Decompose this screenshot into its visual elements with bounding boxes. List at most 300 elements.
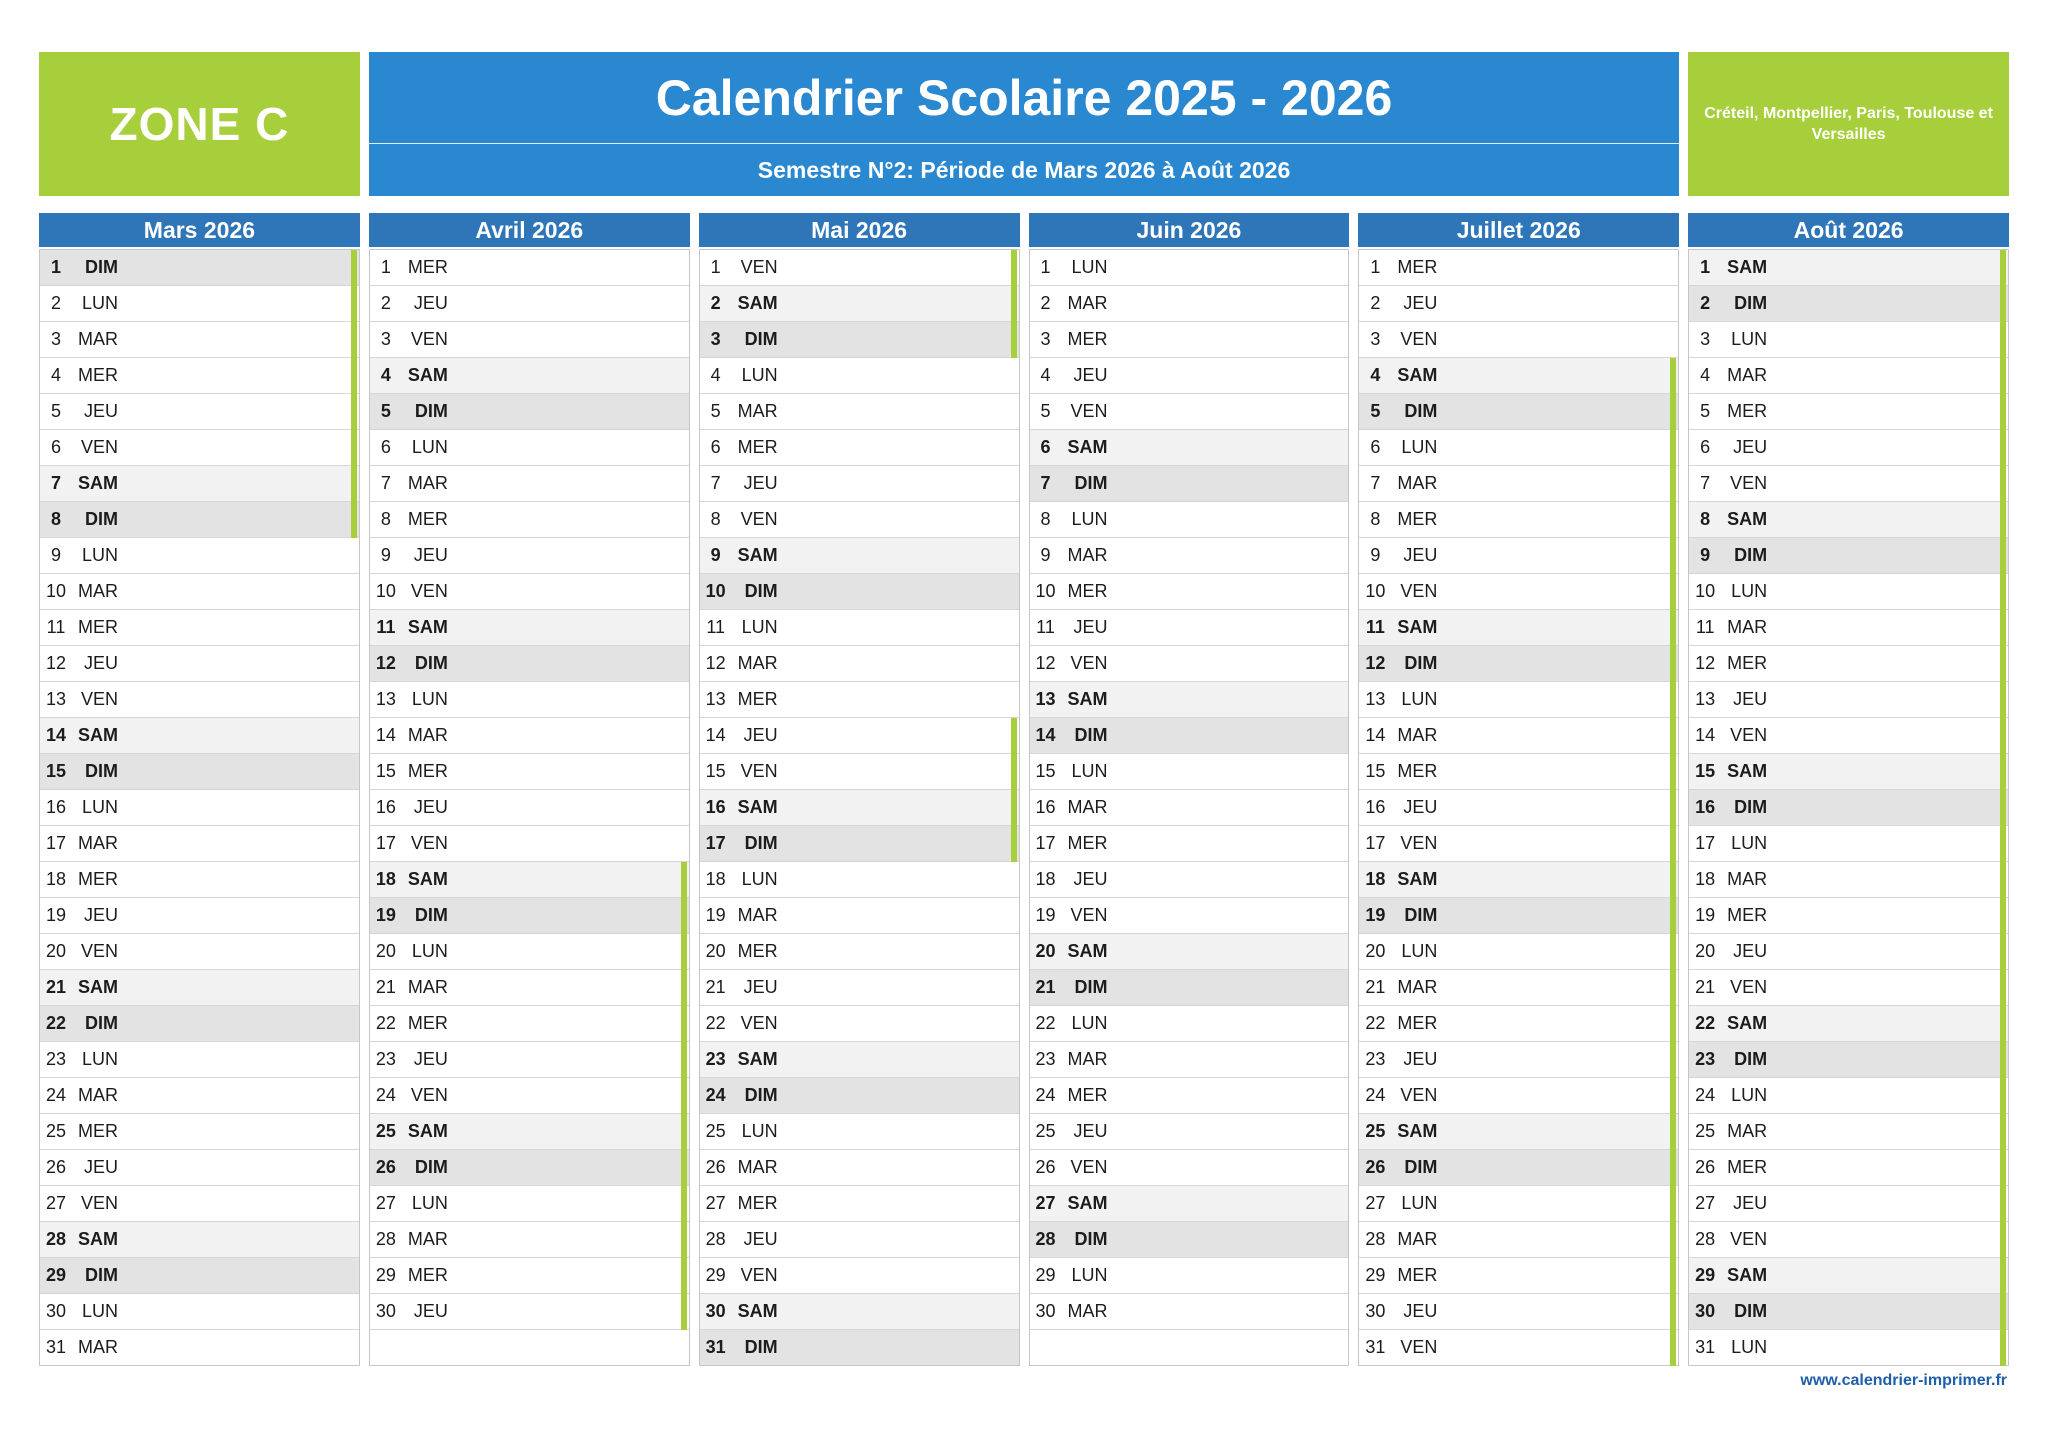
day-number: 11	[46, 617, 66, 637]
day-name: LUN	[1071, 1265, 1108, 1285]
holiday-marker	[1670, 1222, 1676, 1258]
day-row	[1030, 538, 1349, 574]
day-number: 16	[375, 797, 396, 817]
day-name: MER	[1727, 1157, 1768, 1177]
day-name: VEN	[1070, 1157, 1108, 1177]
day-row	[1359, 574, 1678, 610]
day-row	[1359, 394, 1678, 430]
day-row	[40, 682, 359, 718]
day-row	[40, 754, 359, 790]
day-name: JEU	[743, 977, 778, 997]
day-row	[700, 1186, 1019, 1222]
day-number: 11	[1695, 617, 1715, 637]
day-row	[370, 538, 689, 574]
day-number: 6	[380, 437, 391, 457]
day-row	[1689, 1294, 2008, 1330]
day-number: 15	[1035, 761, 1056, 781]
day-row	[1030, 790, 1349, 826]
day-name: MAR	[737, 653, 778, 673]
day-number: 5	[50, 401, 61, 421]
month-header: Avril 2026	[369, 213, 690, 247]
day-row	[40, 898, 359, 934]
day-row	[1689, 286, 2008, 322]
day-name: DIM	[1404, 1157, 1438, 1177]
day-name: MAR	[78, 329, 118, 349]
holiday-marker	[681, 862, 687, 898]
day-name: DIM	[85, 1265, 118, 1285]
day-name: VEN	[1730, 977, 1768, 997]
day-number: 3	[1370, 329, 1381, 349]
day-row	[370, 394, 689, 430]
day-number: 9	[1040, 545, 1051, 565]
day-name: MER	[407, 1265, 448, 1285]
day-row	[1689, 1006, 2008, 1042]
month-header: Mai 2026	[699, 213, 1020, 247]
holiday-marker	[1670, 1078, 1676, 1114]
day-row	[700, 1042, 1019, 1078]
day-number: 26	[1035, 1157, 1056, 1177]
day-name: JEU	[413, 1049, 448, 1069]
day-number: 31	[705, 1337, 726, 1357]
holiday-marker	[2000, 358, 2006, 394]
day-row	[1030, 1258, 1349, 1294]
day-name: JEU	[1733, 1193, 1768, 1213]
day-row	[1359, 1114, 1678, 1150]
day-name: JEU	[1733, 689, 1768, 709]
day-name: MER	[78, 1121, 118, 1141]
holiday-marker	[351, 358, 357, 394]
holiday-marker	[2000, 826, 2006, 862]
day-name: LUN	[81, 1301, 118, 1321]
day-number: 28	[1035, 1229, 1056, 1249]
day-row	[700, 1258, 1019, 1294]
day-row	[370, 1042, 689, 1078]
day-name: SAM	[1067, 689, 1108, 709]
day-number: 18	[1695, 869, 1716, 889]
holiday-marker	[2000, 1114, 2006, 1150]
day-number: 15	[1695, 761, 1716, 781]
day-number: 11	[376, 617, 396, 637]
day-row	[700, 934, 1019, 970]
day-number: 7	[1040, 473, 1051, 493]
day-row	[40, 466, 359, 502]
day-number: 25	[375, 1121, 396, 1141]
day-number: 10	[1035, 581, 1056, 601]
day-row	[700, 862, 1019, 898]
day-row	[1689, 1186, 2008, 1222]
day-number: 19	[1365, 905, 1386, 925]
day-name: SAM	[1727, 1265, 1768, 1285]
day-row	[1689, 826, 2008, 862]
day-name: MER	[1397, 1013, 1438, 1033]
day-number: 9	[1370, 545, 1381, 565]
day-number: 3	[1700, 329, 1711, 349]
day-name: LUN	[1401, 1193, 1438, 1213]
holiday-marker	[1011, 250, 1017, 286]
day-number: 2	[1370, 293, 1381, 313]
day-number: 21	[705, 977, 726, 997]
holiday-marker	[1670, 934, 1676, 970]
day-row	[1030, 646, 1349, 682]
holiday-marker	[1670, 1294, 1676, 1330]
day-name: MER	[1067, 329, 1108, 349]
day-number: 20	[705, 941, 726, 961]
day-name: SAM	[737, 1301, 778, 1321]
day-name: VEN	[740, 761, 778, 781]
day-name: VEN	[80, 689, 118, 709]
holiday-marker	[1670, 1330, 1676, 1366]
holiday-marker	[1011, 790, 1017, 826]
day-number: 21	[1035, 977, 1056, 997]
holiday-marker	[2000, 1186, 2006, 1222]
day-row	[700, 1006, 1019, 1042]
day-number: 5	[1040, 401, 1051, 421]
day-number: 2	[380, 293, 391, 313]
day-number: 22	[1695, 1013, 1716, 1033]
day-name: SAM	[78, 977, 118, 997]
day-row	[370, 574, 689, 610]
holiday-marker	[681, 934, 687, 970]
day-number: 20	[1695, 941, 1716, 961]
day-row	[1689, 970, 2008, 1006]
day-number: 24	[375, 1085, 396, 1105]
day-list	[699, 249, 1020, 1366]
day-number: 27	[45, 1193, 67, 1213]
day-number: 14	[45, 725, 67, 745]
holiday-marker	[2000, 718, 2006, 754]
day-name: JEU	[83, 401, 118, 421]
day-number: 17	[705, 833, 726, 853]
day-row	[1359, 826, 1678, 862]
day-row	[1030, 286, 1349, 322]
day-name: SAM	[1067, 437, 1108, 457]
day-row	[370, 1150, 689, 1186]
day-name: DIM	[1734, 545, 1768, 565]
day-number: 9	[710, 545, 721, 565]
day-row	[40, 934, 359, 970]
day-row	[1030, 502, 1349, 538]
day-name: SAM	[1397, 1121, 1438, 1141]
day-number: 2	[710, 293, 721, 313]
day-row	[40, 1186, 359, 1222]
day-number: 24	[1695, 1085, 1716, 1105]
holiday-marker	[681, 1078, 687, 1114]
day-name: LUN	[81, 545, 118, 565]
holiday-marker	[681, 1006, 687, 1042]
day-row	[1689, 1330, 2008, 1365]
holiday-marker	[2000, 250, 2006, 286]
day-row	[1030, 898, 1349, 934]
holiday-marker	[351, 502, 357, 538]
day-name: MER	[78, 617, 118, 637]
day-name: LUN	[81, 293, 118, 313]
day-name: DIM	[744, 1085, 778, 1105]
holiday-marker	[1670, 610, 1676, 646]
day-number: 13	[705, 689, 726, 709]
day-number: 31	[1695, 1337, 1716, 1357]
day-number: 5	[380, 401, 391, 421]
day-row	[370, 682, 689, 718]
day-number: 14	[705, 725, 726, 745]
day-name: JEU	[413, 545, 448, 565]
day-name: JEU	[1733, 941, 1768, 961]
day-row	[700, 322, 1019, 358]
day-number: 17	[45, 833, 67, 853]
day-name: MER	[407, 1013, 448, 1033]
day-name: LUN	[411, 437, 448, 457]
day-row	[1030, 250, 1349, 286]
day-name: MAR	[1067, 545, 1108, 565]
day-name: DIM	[414, 401, 448, 421]
day-row	[700, 1114, 1019, 1150]
day-row	[1689, 394, 2008, 430]
holiday-marker	[2000, 754, 2006, 790]
day-number: 26	[1695, 1157, 1716, 1177]
day-row	[1030, 610, 1349, 646]
day-number: 16	[1365, 797, 1386, 817]
day-name: LUN	[1731, 1085, 1768, 1105]
day-number: 28	[375, 1229, 396, 1249]
day-row	[370, 718, 689, 754]
day-name: VEN	[410, 833, 448, 853]
day-name: SAM	[78, 1229, 118, 1249]
day-name: LUN	[411, 1193, 448, 1213]
day-name: VEN	[410, 1085, 448, 1105]
day-name: LUN	[411, 689, 448, 709]
day-number: 27	[1365, 1193, 1386, 1213]
day-row	[40, 538, 359, 574]
day-name: LUN	[1401, 437, 1438, 457]
zone-cities: Créteil, Montpellier, Paris, Toulouse et Versailles	[1688, 52, 2009, 196]
day-name: DIM	[1734, 1049, 1768, 1069]
day-number: 30	[375, 1301, 396, 1321]
day-row	[40, 1330, 359, 1365]
day-row	[40, 718, 359, 754]
day-number: 18	[375, 869, 396, 889]
day-row	[1689, 322, 2008, 358]
day-number: 30	[705, 1301, 726, 1321]
day-number: 22	[45, 1013, 67, 1033]
month-column	[699, 213, 1020, 1366]
day-row	[1030, 358, 1349, 394]
day-row	[40, 1078, 359, 1114]
day-name: VEN	[1070, 653, 1108, 673]
day-row	[40, 250, 359, 286]
day-row	[1030, 718, 1349, 754]
day-name: SAM	[1397, 617, 1438, 637]
day-row	[700, 1330, 1019, 1365]
month-header: Mars 2026	[39, 213, 360, 247]
holiday-marker	[681, 1222, 687, 1258]
day-row	[700, 610, 1019, 646]
day-row	[700, 718, 1019, 754]
day-number: 25	[1695, 1121, 1716, 1141]
day-row	[1689, 574, 2008, 610]
day-row	[40, 322, 359, 358]
day-row	[1030, 322, 1349, 358]
day-number: 6	[50, 437, 61, 457]
day-row	[370, 1006, 689, 1042]
day-row	[1689, 1222, 2008, 1258]
day-number: 27	[375, 1193, 396, 1213]
day-name: JEU	[83, 1157, 118, 1177]
day-row	[1359, 1258, 1678, 1294]
day-name: MAR	[78, 833, 118, 853]
day-row	[1359, 754, 1678, 790]
holiday-marker	[2000, 466, 2006, 502]
day-name: MER	[1727, 401, 1768, 421]
day-row	[40, 970, 359, 1006]
holiday-marker	[1670, 682, 1676, 718]
day-row	[1689, 430, 2008, 466]
day-row	[1689, 862, 2008, 898]
day-name: JEU	[413, 1301, 448, 1321]
day-row	[40, 430, 359, 466]
day-number: 7	[1700, 473, 1711, 493]
day-row	[1689, 1042, 2008, 1078]
day-row	[1030, 466, 1349, 502]
holiday-marker	[2000, 790, 2006, 826]
day-row	[40, 1294, 359, 1330]
day-number: 6	[1040, 437, 1051, 457]
day-number: 8	[1700, 509, 1711, 529]
day-row	[1359, 466, 1678, 502]
holiday-marker	[1670, 718, 1676, 754]
day-number: 8	[1040, 509, 1051, 529]
day-number: 1	[1700, 257, 1711, 277]
day-name: MAR	[1067, 293, 1108, 313]
day-name: MER	[737, 437, 778, 457]
day-number: 2	[1700, 293, 1711, 313]
holiday-marker	[1670, 1114, 1676, 1150]
day-number: 14	[375, 725, 396, 745]
day-row	[1689, 790, 2008, 826]
day-name: JEU	[1403, 545, 1438, 565]
holiday-marker	[1670, 430, 1676, 466]
holiday-marker	[681, 898, 687, 934]
day-row	[1689, 1114, 2008, 1150]
day-number: 9	[1700, 545, 1711, 565]
day-name: JEU	[83, 905, 118, 925]
day-row	[700, 754, 1019, 790]
day-number: 31	[45, 1337, 67, 1357]
day-number: 28	[705, 1229, 726, 1249]
holiday-marker	[2000, 1222, 2006, 1258]
holiday-marker	[2000, 1258, 2006, 1294]
day-name: VEN	[740, 257, 778, 277]
day-row	[370, 1222, 689, 1258]
page-subtitle: Semestre N°2: Période de Mars 2026 à Août 2026	[757, 156, 1291, 183]
day-number: 28	[45, 1229, 67, 1249]
day-name: VEN	[1730, 473, 1768, 493]
day-number: 26	[705, 1157, 726, 1177]
day-number: 21	[1365, 977, 1386, 997]
day-name: JEU	[1403, 797, 1438, 817]
day-row	[370, 1258, 689, 1294]
day-number: 17	[1695, 833, 1716, 853]
day-name: SAM	[737, 545, 778, 565]
day-row	[1359, 502, 1678, 538]
day-number: 17	[1035, 833, 1056, 853]
day-name: VEN	[1070, 905, 1108, 925]
day-number: 4	[710, 365, 721, 385]
day-number: 6	[710, 437, 721, 457]
month-column	[39, 213, 360, 1366]
day-number: 14	[1365, 725, 1386, 745]
day-name: SAM	[1727, 761, 1768, 781]
day-number: 19	[1695, 905, 1716, 925]
day-row	[370, 466, 689, 502]
day-number: 23	[705, 1049, 726, 1069]
day-row	[1689, 1150, 2008, 1186]
day-name: LUN	[1731, 329, 1768, 349]
day-name: DIM	[85, 257, 118, 277]
day-number: 5	[1370, 401, 1381, 421]
day-row	[1689, 610, 2008, 646]
day-number: 27	[1695, 1193, 1716, 1213]
day-row	[1689, 358, 2008, 394]
day-name: DIM	[1074, 473, 1108, 493]
day-number: 14	[1035, 725, 1056, 745]
day-row	[40, 502, 359, 538]
day-name: MAR	[1397, 473, 1438, 493]
holiday-marker	[1670, 826, 1676, 862]
day-number: 11	[1365, 617, 1385, 637]
day-row	[40, 862, 359, 898]
holiday-marker	[1670, 646, 1676, 682]
day-number: 20	[375, 941, 396, 961]
day-row	[700, 1150, 1019, 1186]
holiday-marker	[1011, 718, 1017, 754]
day-row	[700, 538, 1019, 574]
day-name: VEN	[1400, 1337, 1438, 1357]
day-number: 24	[1365, 1085, 1386, 1105]
day-number: 29	[705, 1265, 726, 1285]
day-number: 9	[380, 545, 391, 565]
day-name: DIM	[1734, 293, 1768, 313]
day-row	[1359, 1294, 1678, 1330]
day-number: 12	[1035, 653, 1056, 673]
day-row	[40, 394, 359, 430]
day-row	[1359, 1186, 1678, 1222]
holiday-marker	[2000, 1330, 2006, 1366]
footer-website-link[interactable]: www.calendrier-imprimer.fr	[1800, 1372, 2007, 1389]
day-name: SAM	[1727, 509, 1768, 529]
day-number: 25	[45, 1121, 67, 1141]
day-name: MAR	[1067, 797, 1108, 817]
day-row	[40, 646, 359, 682]
day-row	[1030, 970, 1349, 1006]
holiday-marker	[1011, 826, 1017, 862]
day-row	[370, 790, 689, 826]
month-column	[1029, 213, 1350, 1366]
day-name: JEU	[743, 1229, 778, 1249]
day-number: 7	[50, 473, 61, 493]
day-number: 1	[710, 257, 721, 277]
holiday-marker	[1670, 502, 1676, 538]
holiday-marker	[1670, 970, 1676, 1006]
day-number: 20	[1365, 941, 1386, 961]
holiday-marker	[2000, 1294, 2006, 1330]
day-row	[40, 286, 359, 322]
day-row	[40, 574, 359, 610]
month-column	[1688, 213, 2009, 1366]
day-number: 28	[1365, 1229, 1386, 1249]
day-row	[1030, 1294, 1349, 1330]
day-name: MER	[1067, 581, 1108, 601]
day-number: 16	[1695, 797, 1716, 817]
holiday-marker	[2000, 538, 2006, 574]
